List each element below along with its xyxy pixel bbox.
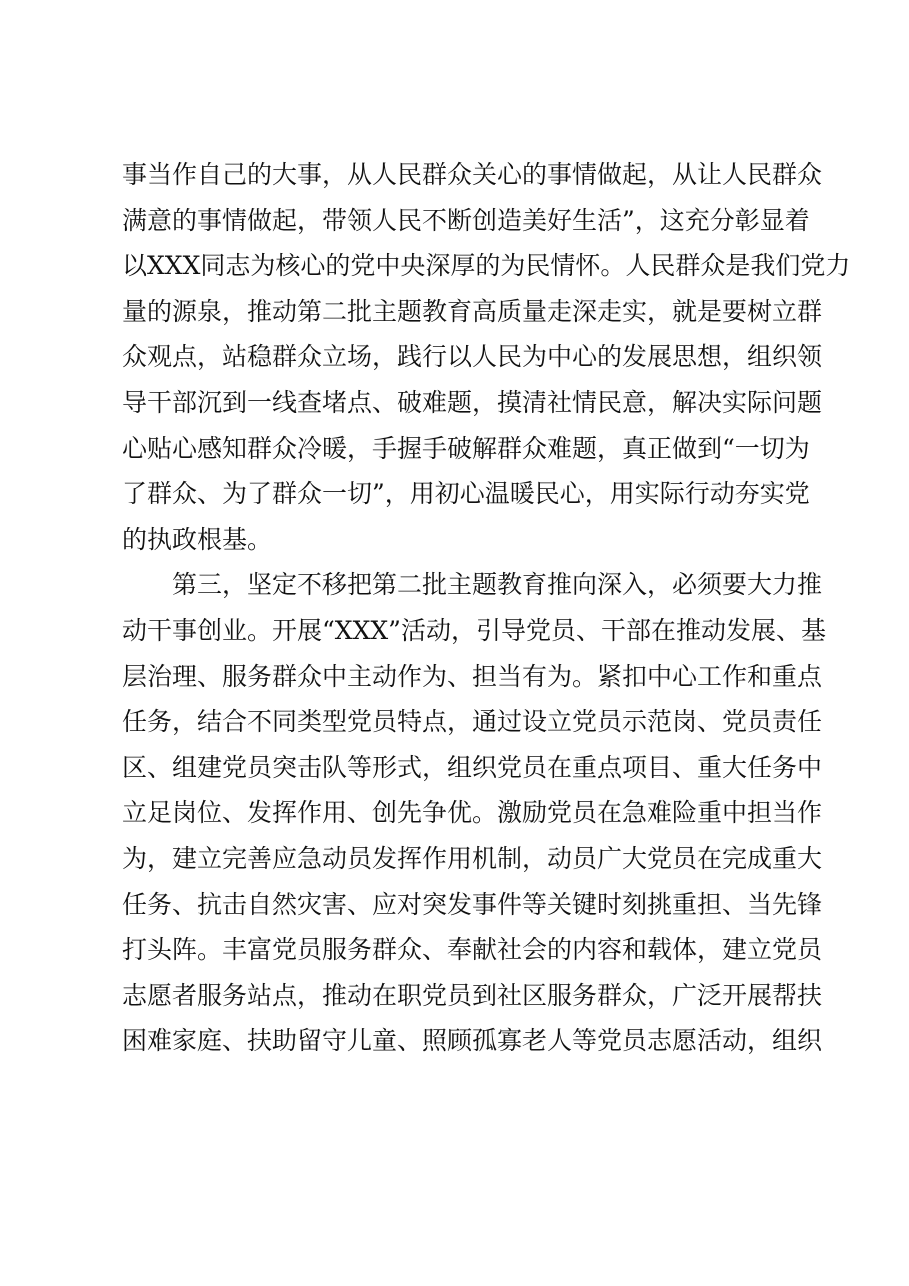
paragraph [122, 152, 851, 562]
text-line: 为，建立完善应急动员发挥作用机制，动员广大党员在完成重大 [122, 843, 823, 873]
text-line: 志愿者服务站点，推动在职党员到社区服务群众，广泛开展帮扶 [122, 980, 823, 1010]
text-line: 困难家庭、扶助留守儿童、照顾孤寡老人等党员志愿活动，组织 [122, 1026, 823, 1056]
text-line: 满意的事情做起，带领人民不断创造美好生活”，这充分彰显着 [122, 205, 810, 235]
text-line: 打头阵。丰富党员服务群众、奉献社会的内容和载体，建立党员 [122, 935, 823, 965]
text-line: 第三，坚定不移把第二批主题教育推向深入，必须要大力推 [172, 570, 823, 600]
paragraph [122, 562, 826, 1064]
body-text [122, 152, 851, 1064]
text-line: 事当作自己的大事，从人民群众关心的事情做起，从让人民群众 [122, 160, 823, 189]
text-line: 心贴心感知群众冷暖，手握手破解群众难题，真正做到“一切为 [122, 433, 810, 463]
text-line: 以XXX同志为核心的党中央深厚的为民情怀。人民群众是我们党力 [122, 251, 851, 281]
text-line: 量的源泉，推动第二批主题教育高质量走深走实，就是要树立群 [122, 296, 823, 326]
text-line: 众观点，站稳群众立场，践行以人民为中心的发展思想，组织领 [122, 342, 823, 372]
text-line: 立足岗位、发挥作用、创先争优。激励党员在急难险重中担当作 [122, 798, 823, 828]
text-line: 区、组建党员突击队等形式，组织党员在重点项目、重大任务中 [122, 752, 823, 782]
text-line: 导干部沉到一线查堵点、破难题，摸清社情民意，解决实际问题 [122, 387, 823, 417]
text-line: 动干事创业。开展“XXX”活动，引导党员、干部在推动发展、基 [122, 615, 826, 645]
text-line: 任务，结合不同类型党员特点，通过设立党员示范岗、党员责任 [122, 707, 823, 737]
text-line: 层治理、服务群众中主动作为、担当有为。紧扣中心工作和重点 [122, 661, 823, 691]
text-line: 的执政根基。 [122, 524, 273, 554]
text-line: 任务、抗击自然灾害、应对突发事件等关键时刻挑重担、当先锋 [122, 889, 823, 919]
text-line: 了群众、为了群众一切”，用初心温暖民心，用实际行动夯实党 [122, 479, 810, 509]
